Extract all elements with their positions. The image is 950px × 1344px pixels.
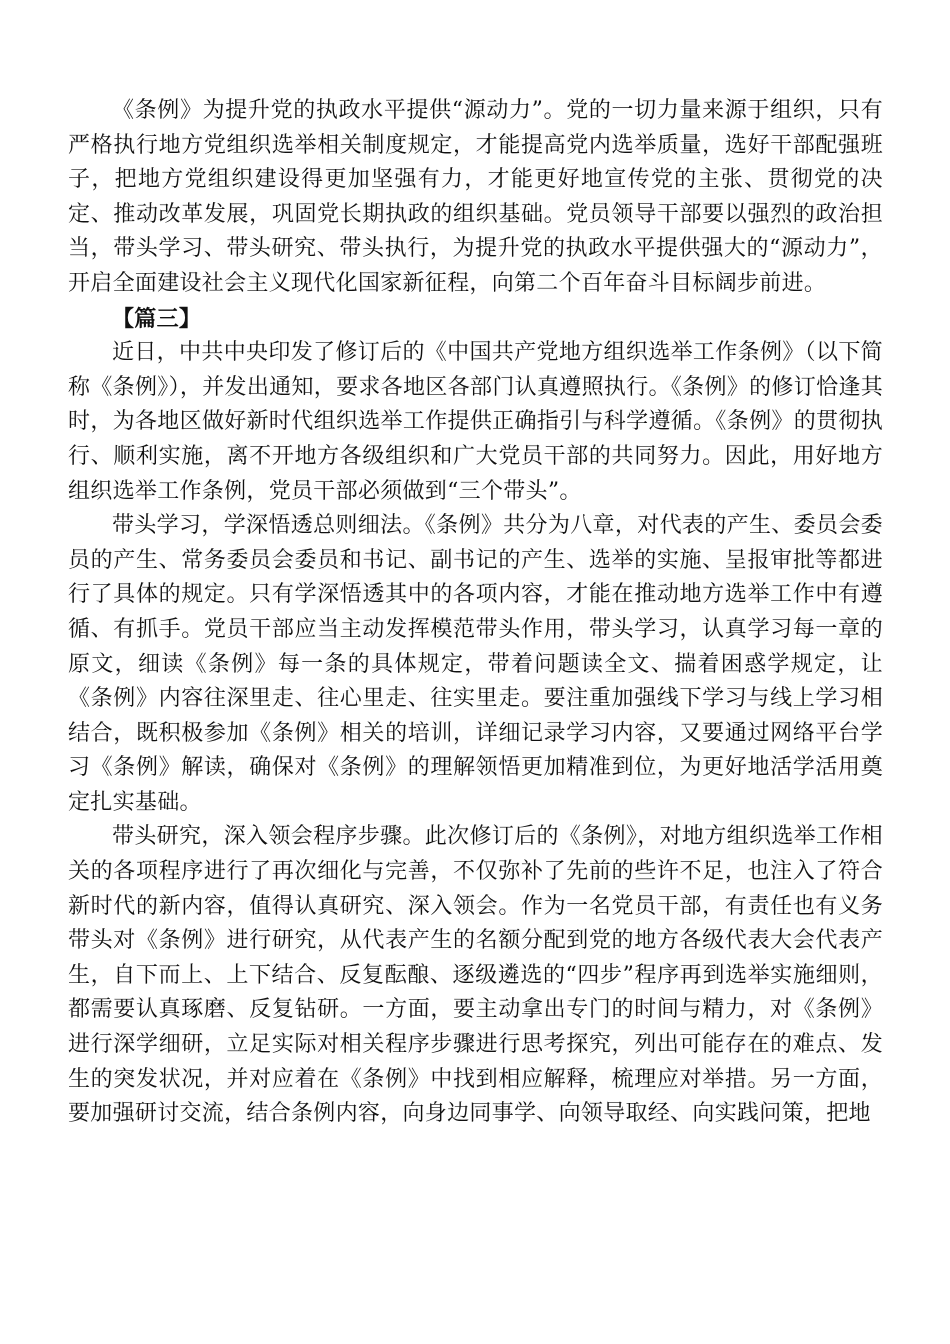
section-heading: 【篇三】: [112, 305, 202, 332]
paragraph-intro: 《条例》为提升党的执政水平提供“源动力”。党的一切力量来源于组织，只有严格执行地方党组织选举相关制度规定，才能提高党内选举质量，选好干部配强班子，把地方党组织建设得更加坚强有力，才能更好地宣传党的主张、贯彻党的决定、推动改革发展，巩固党长期执政的组织基础。党员领导干部要以强烈的政治担当，带头学习、带头研究、带头执行，为提升党的执政水平提供强大的“源动力”，开启全面建设社会主义现代化国家新征程，向第二个百年奋斗目标阔步前进。: [68, 98, 883, 296]
paragraph-section-2: 带头学习，学深悟透总则细法。《条例》共分为八章，对代表的产生、委员会委员的产生、常务委员会委员和书记、副书记的产生、选举的实施、呈报审批等都进行了具体的规定。只有学深悟透其中的各项内容，才能在推动地方选举工作中有遵循、有抓手。党员干部应当主动发挥模范带头作用，带头学习，认真学习每一章的原文，细读《条例》每一条的具体规定，带着问题读全文、揣着困惑学规定，让《条例》内容往深里走、往心里走、往实里走。要注重加强线下学习与线上学习相结合，既积极参加《条例》相关的培训，详细记录学习内容，又要通过网络平台学习《条例》解读，确保对《条例》的理解领悟更加精准到位，为更好地活学活用奠定扎实基础。: [68, 513, 883, 815]
paragraph-section-1: 近日，中共中央印发了修订后的《中国共产党地方组织选举工作条例》（以下简称《条例》），并发出通知，要求各地区各部门认真遵照执行。《条例》的修订恰逢其时，为各地区做好新时代组织选举工作提供正确指引与科学遵循。《条例》的贯彻执行、顺利实施，离不开地方各级组织和广大党员干部的共同努力。因此，用好地方组织选举工作条例，党员干部必须做到“三个带头”。: [68, 340, 883, 504]
document-body: [68, 94, 883, 1132]
paragraph-section-3: 带头研究，深入领会程序步骤。此次修订后的《条例》，对地方组织选举工作相关的各项程序进行了再次细化与完善，不仅弥补了先前的些许不足，也注入了符合新时代的新内容，值得认真研究、深入领会。作为一名党员干部，有责任也有义务带头对《条例》进行研究，从代表产生的名额分配到党的地方各级代表大会代表产生，自下而上、上下结合、反复酝酿、逐级遴选的“四步”程序再到选举实施细则，都需要认真琢磨、反复钻研。一方面，要主动拿出专门的时间与精力，对《条例》进行深学细研，立足实际对相关程序步骤进行思考探究，列出可能存在的难点、发生的突发状况，并对应着在《条例》中找到相应解释，梳理应对举措。另一方面，要加强研讨交流，结合条例内容，向身边同事学、向领导取经、向实践问策，把地: [68, 824, 883, 1127]
